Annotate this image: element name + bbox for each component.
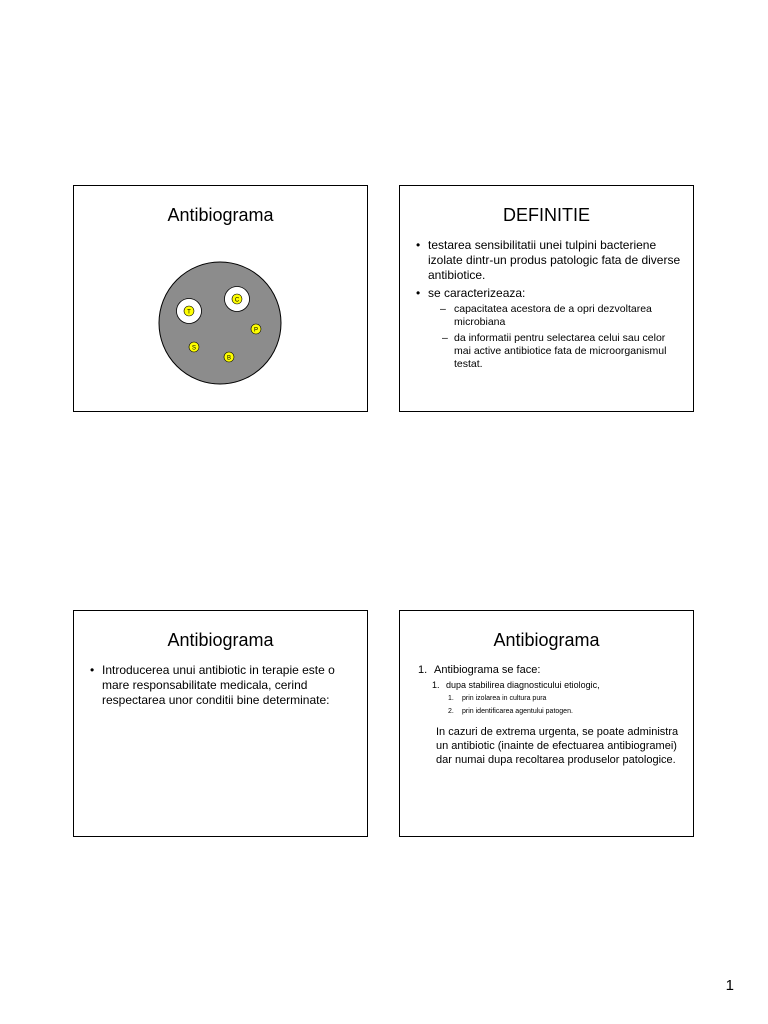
slide-title: DEFINITIE bbox=[502, 205, 590, 225]
slide-2 bbox=[399, 185, 694, 412]
slide-title: Antibiograma bbox=[493, 630, 600, 650]
slide-title: Antibiograma bbox=[167, 205, 274, 225]
petri-dish bbox=[159, 262, 281, 384]
numbered-subsubitem: 2. prin identificarea agentului patogen. bbox=[448, 708, 573, 715]
label-c: C bbox=[234, 297, 240, 304]
label-s: S bbox=[191, 345, 197, 352]
petri-dish-figure bbox=[158, 261, 283, 386]
bullet-item: • testarea sensibilitatii unei tulpini bacteriene izolate dintr-un produs patologic fata de diverse antibiotice. bbox=[414, 238, 683, 283]
label-b: B bbox=[226, 355, 232, 362]
slide-title: Antibiograma bbox=[167, 630, 274, 650]
bullet-item: • Introducerea unui antibiotic in terapie este o mare responsabilitate medicala, cerind respectarea unor conditii bine determinate: bbox=[88, 663, 357, 708]
numbered-subitem: 1. dupa stabilirea diagnosticului etiologic, bbox=[432, 680, 600, 690]
slide-content bbox=[88, 663, 357, 711]
label-t: T bbox=[187, 309, 191, 316]
slide-4 bbox=[399, 610, 694, 837]
bullet-item: • se caracterizeaza: – capacitatea acestora de a opri dezvoltarea microbiana – da informatii pentru selectarea celui sau celor mai active antibiotice fata de microorganismul testat. bbox=[414, 286, 683, 371]
label-p: P bbox=[253, 327, 259, 334]
slide-content bbox=[414, 663, 683, 767]
numbered-subsubitem: 1. prin izolarea in cultura pura bbox=[448, 695, 547, 702]
sub-bullet-item: – da informatii pentru selectarea celui sau celor mai active antibiotice fata de microorganismul testat. bbox=[442, 332, 667, 370]
numbered-item: 1. Antibiograma se face: bbox=[418, 664, 541, 676]
slide-content bbox=[414, 238, 683, 374]
sub-bullet-item: – capacitatea acestora de a opri dezvoltarea microbiana bbox=[440, 303, 652, 328]
slide-3 bbox=[73, 610, 368, 837]
slide-1 bbox=[73, 185, 368, 412]
note-paragraph: In cazuri de extrema urgenta, se poate administra un antibiotic (inainte de efectuarea antibiogramei) dar numai dupa recoltarea produselor patologice. bbox=[436, 726, 679, 766]
page-number: 1 bbox=[725, 977, 734, 994]
